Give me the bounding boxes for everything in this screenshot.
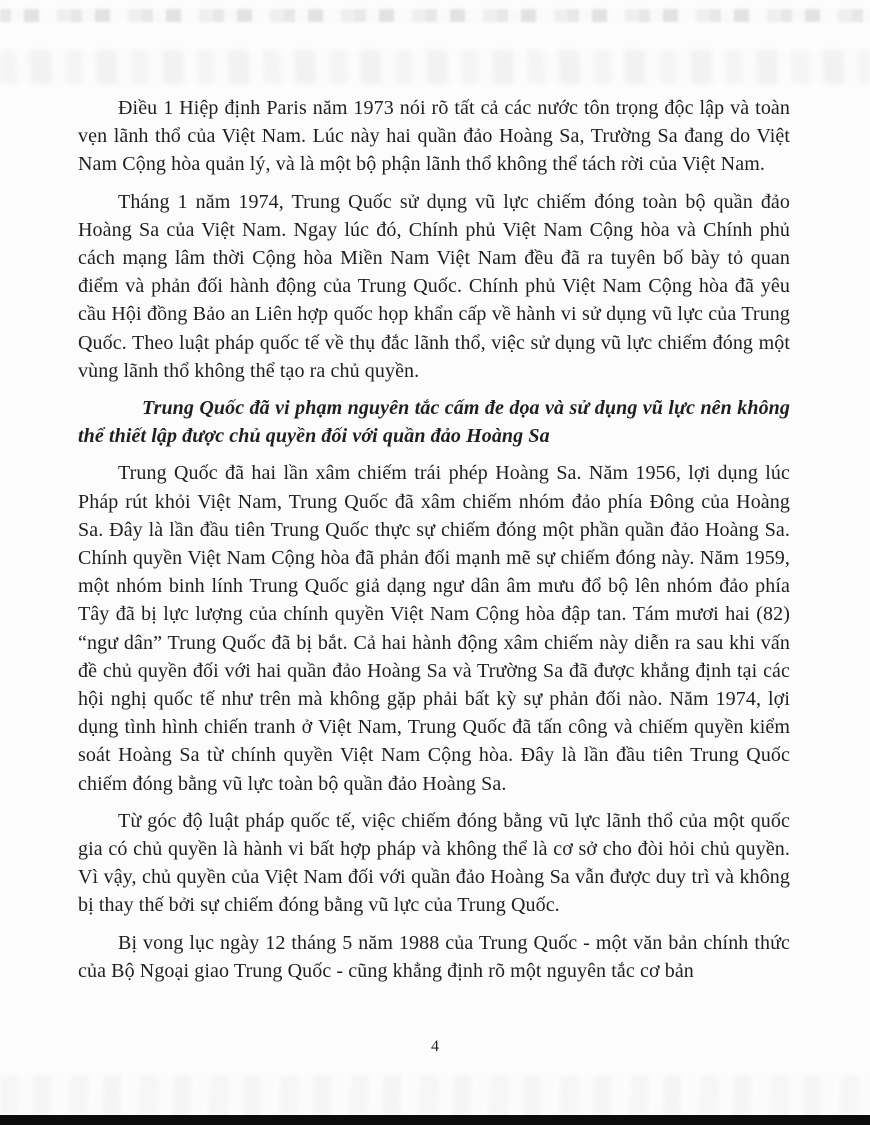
scan-noise-mid <box>0 50 870 84</box>
paragraph-memorandum-1988: Bị vong lục ngày 12 tháng 5 năm 1988 của Trung Quốc - một văn bản chính thức của Bộ Ngoại giao Trung Quốc - cũng khẳng định rõ một nguyên tắc cơ bản <box>78 931 790 982</box>
paragraph-1974-occupation: Tháng 1 năm 1974, Trung Quốc sử dụng vũ lực chiếm đóng toàn bộ quần đảo Hoàng Sa của Việt Nam. Ngay lúc đó, Chính phủ Việt Nam Cộng hòa và Chính phủ cách mạng lâm thời Cộng hòa Miền Nam Việt Nam đều đã ra tuyên bố bày tỏ quan điểm và phản đối hành động của Trung Quốc. Chính phủ Việt Nam Cộng hòa đã yêu cầu Hội đồng Bảo an Liên hợp quốc họp khẩn cấp về hành vi sử dụng vũ lực của Trung Quốc. Theo luật pháp quốc tế về thụ đắc lãnh thổ, việc sử dụng vũ lực chiếm đóng một vùng lãnh thổ không thể tạo ra chủ quyền. <box>78 190 790 382</box>
scan-noise-top <box>0 9 870 22</box>
paragraph-two-invasions: Trung Quốc đã hai lần xâm chiếm trái phép Hoàng Sa. Năm 1956, lợi dụng lúc Pháp rút khỏi Việt Nam, Trung Quốc đã xâm chiếm nhóm đảo phía Đông của Hoàng Sa. Đây là lần đầu tiên Trung Quốc thực sự chiếm đóng một phần quần đảo Hoàng Sa. Chính quyền Việt Nam Cộng hòa đã phản đối mạnh mẽ sự chiếm đóng này. Năm 1959, một nhóm binh lính Trung Quốc giả dạng ngư dân âm mưu đổ bộ lên nhóm đảo phía Tây đã bị lực lượng của chính quyền Việt Nam Cộng hòa đập tan. Tám mươi hai (82) “ngư dân” Trung Quốc đã bị bắt. Cả hai hành động xâm chiếm này diễn ra sau khi vấn đề chủ quyền đối với hai quần đảo Hoàng Sa và Trường Sa đã được khẳng định tại các hội nghị quốc tế như trên mà không gặp phải bất kỳ sự phản đối nào. Năm 1974, lợi dụng tình hình chiến tranh ở Việt Nam, Trung Quốc đã tấn công và chiếm quyền kiểm soát Hoàng Sa từ chính quyền Việt Nam Cộng hòa. Đây là lần đầu tiên Trung Quốc chiếm đóng bằng vũ lực toàn bộ quần đảo Hoàng Sa. <box>78 462 790 795</box>
paragraph-international-law: Từ góc độ luật pháp quốc tế, việc chiếm đóng bằng vũ lực lãnh thổ của một quốc gia có chủ quyền là hành vi bất hợp pháp và không thể là cơ sở cho đòi hỏi chủ quyền. Vì vậy, chủ quyền của Việt Nam đối với quần đảo Hoàng Sa vẫn được duy trì và không bị thay thế bởi sự chiếm đóng bằng vũ lực của Trung Quốc. <box>78 809 790 917</box>
scan-noise-bottom <box>0 1075 870 1115</box>
page-number: 4 <box>431 1038 439 1055</box>
paragraph-paris-agreement: Điều 1 Hiệp định Paris năm 1973 nói rõ tất cả các nước tôn trọng độc lập và toàn vẹn lãnh thổ của Việt Nam. Lúc này hai quần đảo Hoàng Sa, Trường Sa đang do Việt Nam Cộng hòa quản lý, và là một bộ phận lãnh thổ không thể tách rời của Việt Nam. <box>78 97 790 176</box>
document-text-block <box>78 94 790 994</box>
scanner-edge-bar <box>0 1115 870 1125</box>
section-heading-violation-principle: Trung Quốc đã vi phạm nguyên tắc cấm đe dọa và sử dụng vũ lực nên không thể thiết lập được chủ quyền đối với quần đảo Hoàng Sa <box>78 397 790 448</box>
